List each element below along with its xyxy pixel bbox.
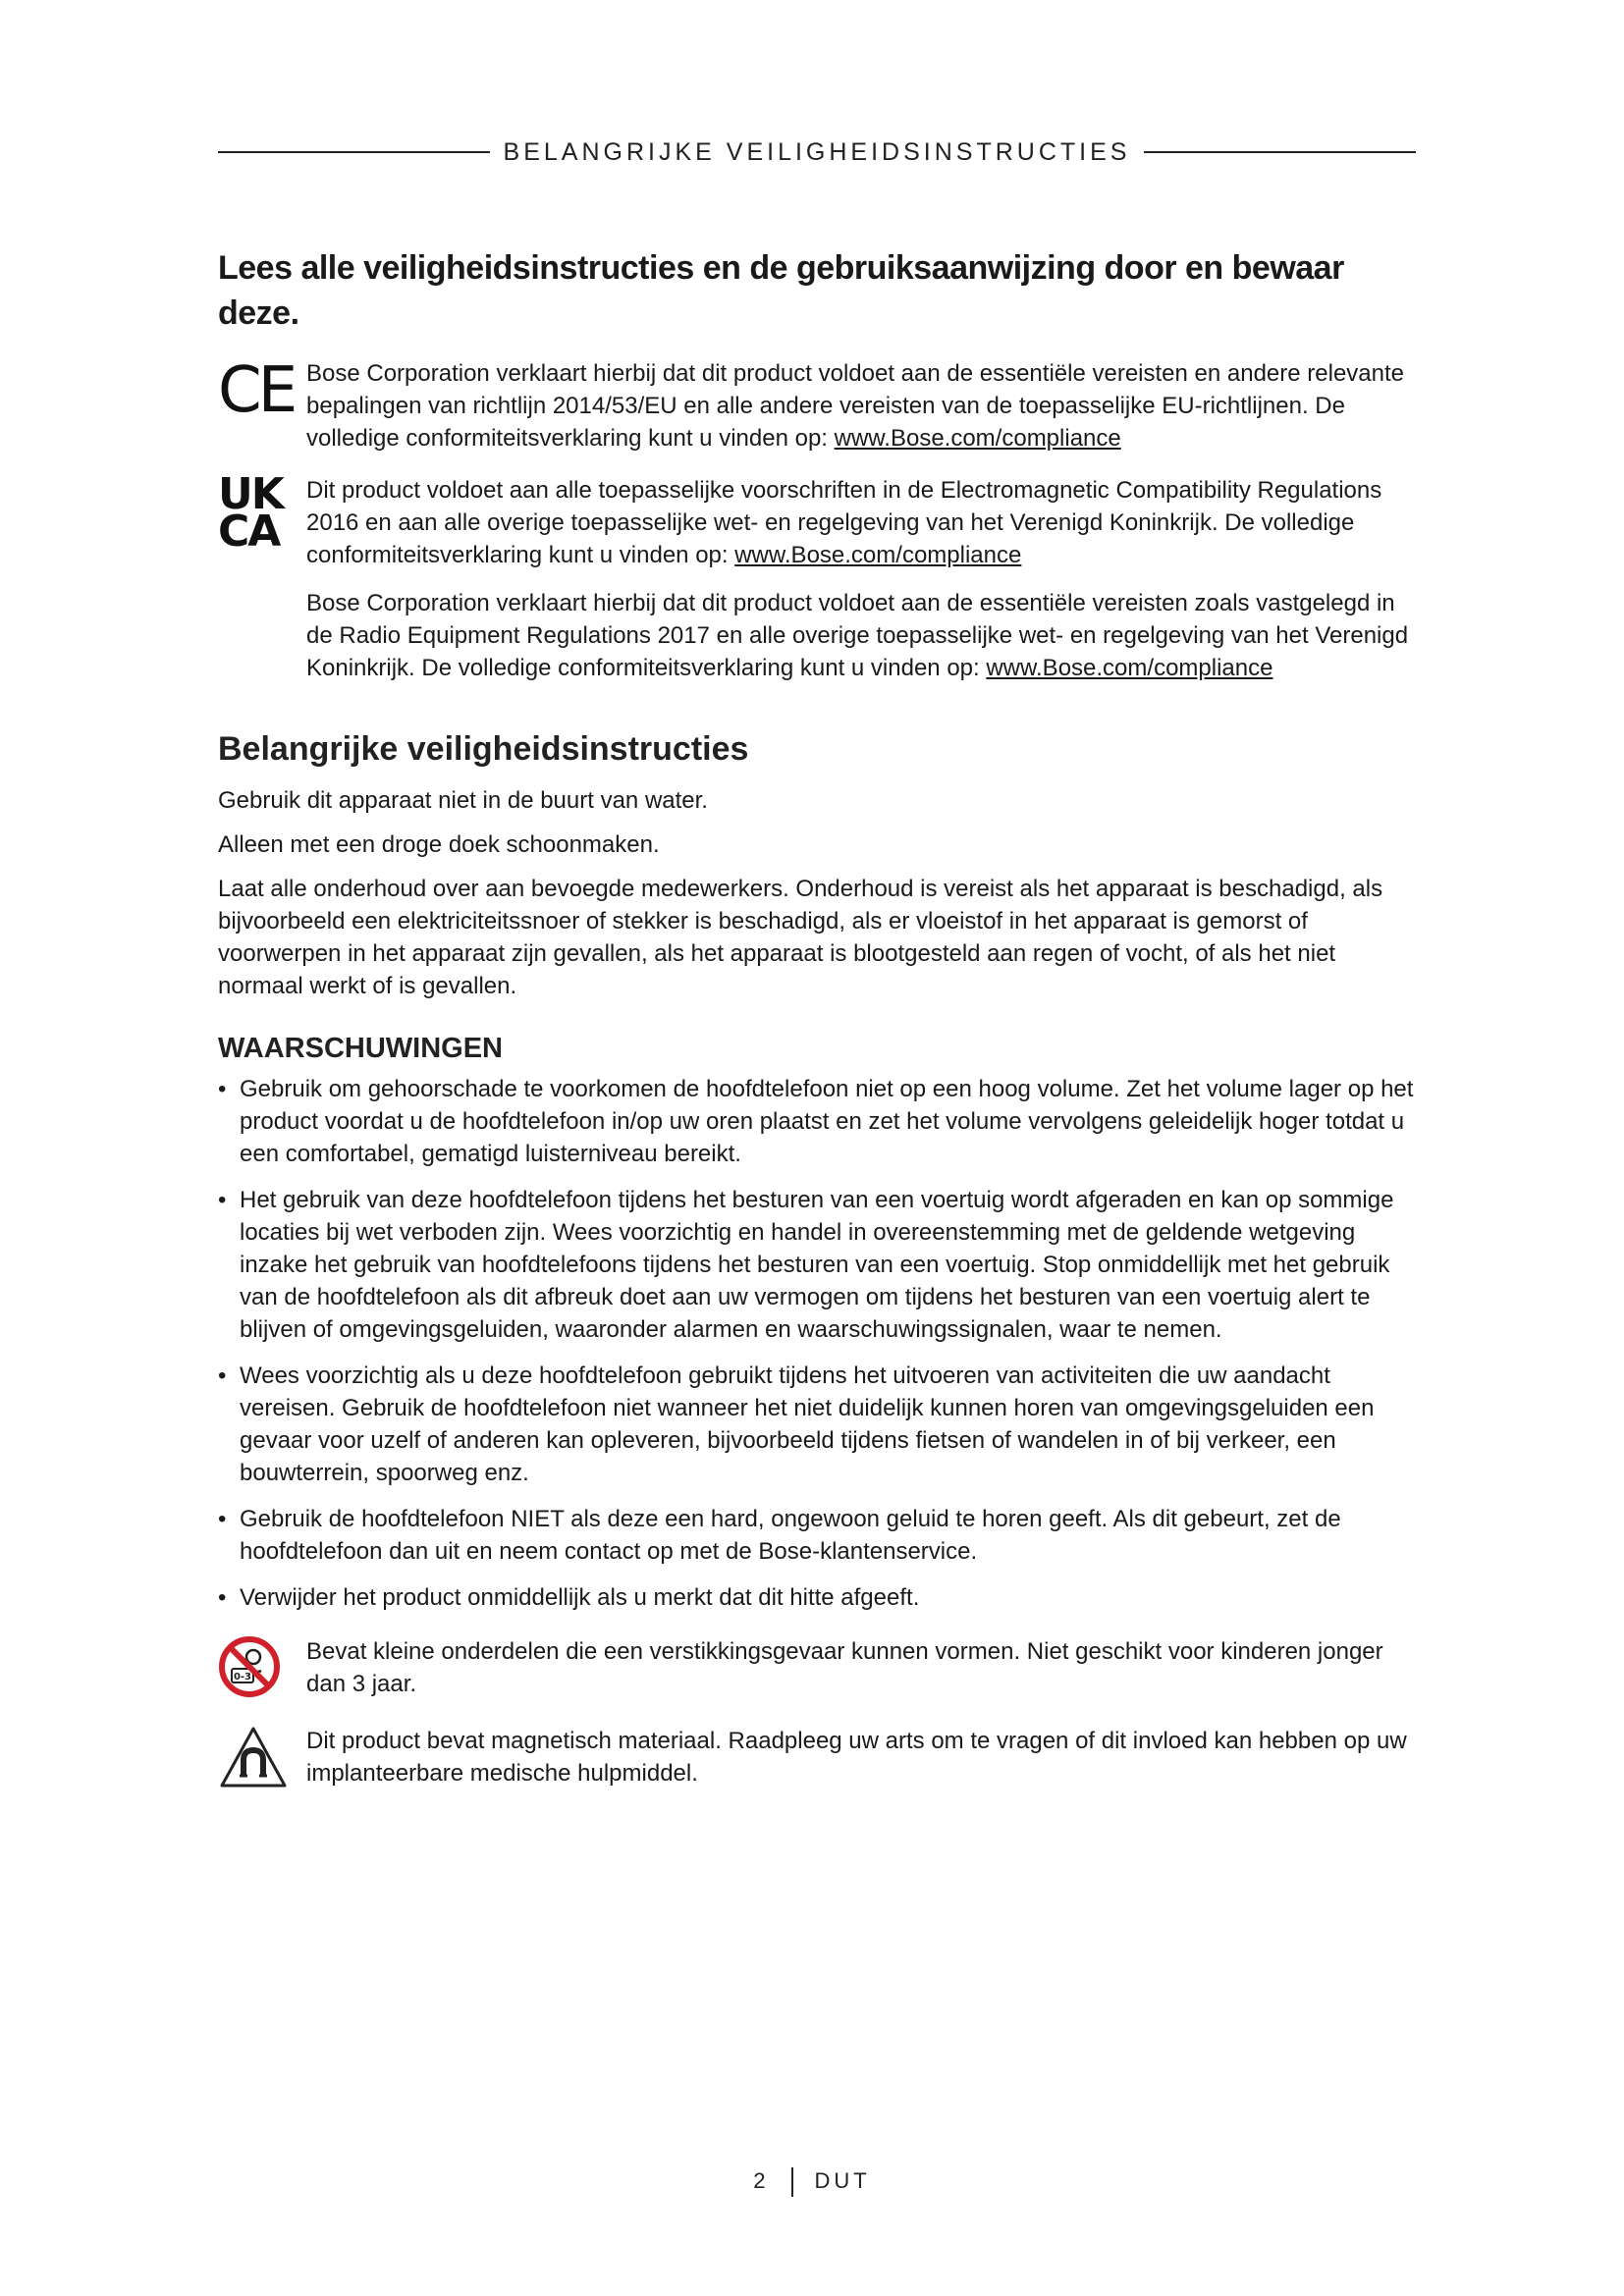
ukca-section: [218, 469, 1426, 684]
bullet-icon: •: [218, 1076, 227, 1102]
ce-declaration: [306, 357, 1426, 454]
warning-item: [218, 1184, 1426, 1346]
ukca-compliance-link-1[interactable]: www.Bose.com/compliance: [734, 542, 1022, 568]
magnet-warning-text: Dit product bevat magnetisch materiaal. Raadpleeg uw arts om te vragen of dit invloed kan hebben op uw implanteerbare medische hulpmiddel.: [306, 1728, 1407, 1787]
choking-age-label: 0-3: [233, 1672, 252, 1682]
main-content: [218, 245, 1426, 1794]
safety-paragraph: Laat alle onderhoud over aan bevoegde medewerkers. Onderhoud is vereist als het apparaat is beschadigd, als bijvoorbeeld een elektriciteitssnoer of stekker is beschadigd, als er vloeistof in het apparaat is gemorst of voorwerpen in het apparaat zijn gevallen, als het apparaat is blootgesteld aan regen of vocht, of als het niet normaal werkt of is gevallen.: [218, 876, 1383, 999]
ce-mark-icon: [218, 354, 295, 427]
warning-item: [218, 1581, 1426, 1614]
warning-text: Verwijder het product onmiddellijk als u merkt dat dit hitte afgeeft.: [240, 1584, 920, 1611]
ukca-mark-line1: UK: [218, 469, 283, 519]
safety-heading: Belangrijke veiligheidsinstructies: [218, 730, 749, 768]
page-number: 2: [753, 2167, 770, 2193]
ce-section: [218, 354, 1426, 454]
ukca-compliance-link-2[interactable]: www.Bose.com/compliance: [986, 655, 1273, 681]
warning-text: Gebruik de hoofdtelefoon NIET als deze een hard, ongewoon geluid te horen geeft. Als dit gebeurt, zet de hoofdtelefoon dan uit en neem contact op met de Bose-klantenservice.: [240, 1506, 1341, 1565]
magnet-warning-icon: [218, 1725, 289, 1794]
page-header: [218, 135, 1416, 169]
ukca-mark-icon: [218, 469, 289, 557]
ce-text: Bose Corporation verklaart hierbij dat dit product voldoet aan de essentiële vereisten en andere relevante bepalingen van richtlijn 2014/53/EU en alle andere vereisten van de toepasselijke EU-richtlijnen. De volledige conformiteitsverklaring kunt u vinden op:: [306, 360, 1405, 452]
bullet-icon: •: [218, 1506, 227, 1532]
warning-item: [218, 1503, 1426, 1568]
warning-item: [218, 1360, 1426, 1489]
bullet-icon: •: [218, 1362, 227, 1389]
language-code: DUT: [814, 2167, 871, 2193]
ukca-text-2: Bose Corporation verklaart hierbij dat dit product voldoet aan de essentiële vereisten zoals vastgelegd in de Radio Equipment Regulations 2017 en alle overige toepasselijke wet- en regelgeving van het Verenigd Koninkrijk. De volledige conformiteitsverklaring kunt u vinden op:: [306, 590, 1409, 681]
choking-hazard-row: [218, 1635, 1426, 1703]
ukca-text-1: Dit product voldoet aan alle toepasselijke voorschriften in de Electromagnetic Compatibility Regulations 2016 en aan alle overige toepasselijke wet- en regelgeving van het Verenigd Koninkrijk. De volledige conformiteitsverklaring kunt u vinden op:: [306, 477, 1382, 568]
warning-item: [218, 1073, 1426, 1170]
intro-heading: Lees alle veiligheidsinstructies en de gebruiksaanwijzing door en bewaar deze.: [218, 249, 1344, 332]
bullet-icon: •: [218, 1187, 227, 1213]
safety-paragraph: Gebruik dit apparaat niet in de buurt van water.: [218, 787, 708, 814]
ukca-declaration: [306, 474, 1426, 684]
safety-paragraph: Alleen met een droge doek schoonmaken.: [218, 831, 660, 858]
header-rule-right: [1144, 151, 1416, 153]
warning-text: Wees voorzichtig als u deze hoofdtelefoon gebruikt tijdens het uitvoeren van activiteiten die uw aandacht vereisen. Gebruik de hoofdtelefoon niet wanneer het niet duidelijk kunnen horen van omgevingsgeluiden een gevaar voor uzelf of anderen kan opleveren, bijvoorbeeld tijdens fietsen of wandelen in of bij verkeer, een bouwterrein, spoorweg enz.: [240, 1362, 1375, 1486]
bullet-icon: •: [218, 1584, 227, 1611]
header-rule-left: [218, 151, 490, 153]
magnet-warning-row: [218, 1725, 1426, 1794]
ce-mark-text: CE: [218, 354, 295, 427]
ce-compliance-link[interactable]: www.Bose.com/compliance: [834, 425, 1121, 452]
choking-hazard-icon: [218, 1635, 289, 1703]
choking-hazard-text: Bevat kleine onderdelen die een verstikkingsgevaar kunnen vormen. Niet geschikt voor kinderen jonger dan 3 jaar.: [306, 1638, 1383, 1697]
warning-text: Het gebruik van deze hoofdtelefoon tijdens het besturen van een voertuig wordt afgeraden en kan op sommige locaties bij wet verboden zijn. Wees voorzichtig en handel in overeenstemming met de geldende wetgeving inzake het gebruik van hoofdtelefoons tijdens het besturen van een voertuig. Stop onmiddellijk met het gebruik van de hoofdtelefoon als dit afbreuk doet aan uw vermogen om tijdens het besturen van een voertuig alert te blijven of omgevingsgeluiden, waaronder alarmen en waarschuwingssignalen, waar te nemen.: [240, 1187, 1394, 1343]
header-title: BELANGRIJKE VEILIGHEIDSINSTRUCTIES: [503, 137, 1131, 166]
page-footer: [0, 2167, 1624, 2197]
warnings-heading: WAARSCHUWINGEN: [218, 1033, 503, 1064]
ukca-mark-line2: CA: [218, 507, 280, 557]
warning-text: Gebruik om gehoorschade te voorkomen de hoofdtelefoon niet op een hoog volume. Zet het volume lager op het product voordat u de hoofdtelefoon in/op uw oren plaatst en zet het volume vervolgens geleidelijk hoger totdat u een comfortabel, gematigd luisterniveau bereikt.: [240, 1076, 1414, 1167]
warnings-list: [218, 1073, 1426, 1614]
footer-separator: [791, 2167, 793, 2197]
